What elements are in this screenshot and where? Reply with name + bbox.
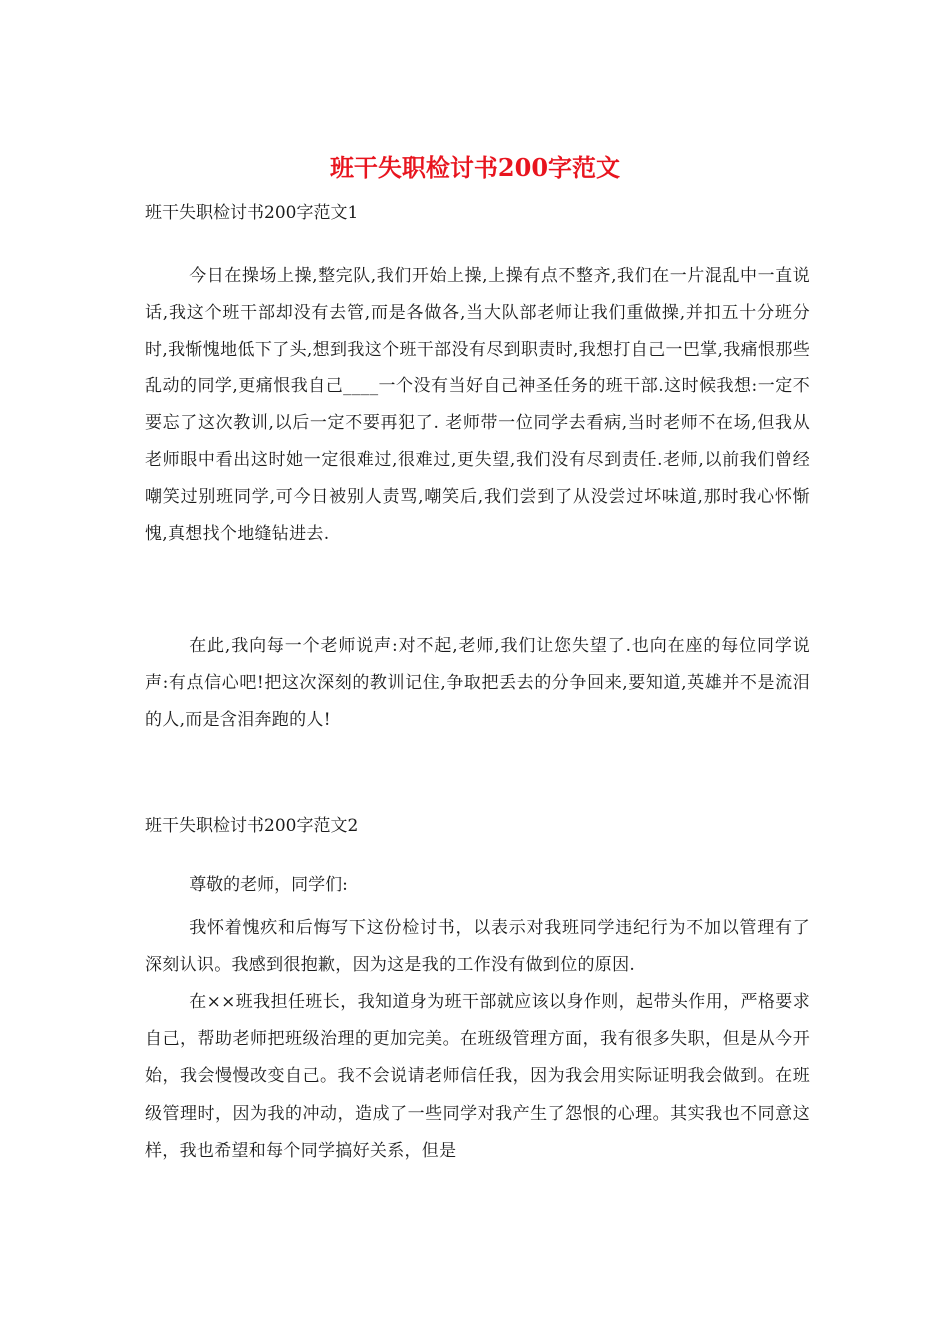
document-title: 班干失职检讨书200字范文 (329, 153, 621, 182)
section-1-paragraph-1: 今日在操场上操,整完队,我们开始上操,上操有点不整齐,我们在一片混乱中一直说话,我这个班干部却没有去管,而是各做各,当大队部老师让我们重做操,并扣五十分班分时,我惭愧地低下了头,想到我这个班干部没有尽到职责时,我想打自己一巴掌,我痛恨那些乱动的同学,更痛恨我自己____一个没有当好自己神圣任务的班干部.这时候我想:一定不要忘了这次教训,以后一定不要再犯了. 老师带一位同学去看病,当时老师不在场,但我从老师眼中看出这时她一定很难过,很难过,更失望,我们没有尽到责任.老师,以前我们曾经嘲笑过别班同学,可今日被别人责骂,嘲笑后,我们尝到了从没尝过坏味道,那时我心怀惭愧,真想找个地缝钻进去. (145, 266, 810, 544)
section-heading-2: 班干失职检讨书200字范文2 (145, 816, 359, 836)
section-2-paragraph-2: 在××班我担任班长，我知道身为班干部就应该以身作则，起带头作用，严格要求自己，帮助老师把班级治理的更加完美。在班级管理方面，我有很多失职，但是从今开始，我会慢慢改变自己。我不会说请老师信任我，因为我会用实际证明我会做到。在班级管理时，因为我的冲动，造成了一些同学对我产生了怨恨的心理。其实我也不同意这样，我也希望和每个同学搞好关系，但是 (145, 992, 810, 1161)
section-1-paragraph-2: 在此,我向每一个老师说声:对不起,老师,我们让您失望了.也向在座的每位同学说声:有点信心吧!把这次深刻的教训记住,争取把丢去的分争回来,要知道,英雄并不是流泪的人,而是含泪奔跑的人! (145, 636, 810, 730)
section-2-salutation: 尊敬的老师，同学们: (189, 875, 348, 895)
section-heading-1: 班干失职检讨书200字范文1 (145, 203, 359, 223)
section-2-paragraph-1: 我怀着愧疚和后悔写下这份检讨书，以表示对我班同学违纪行为不加以管理有了深刻认识。我感到很抱歉，因为这是我的工作没有做到位的原因. (145, 918, 810, 976)
